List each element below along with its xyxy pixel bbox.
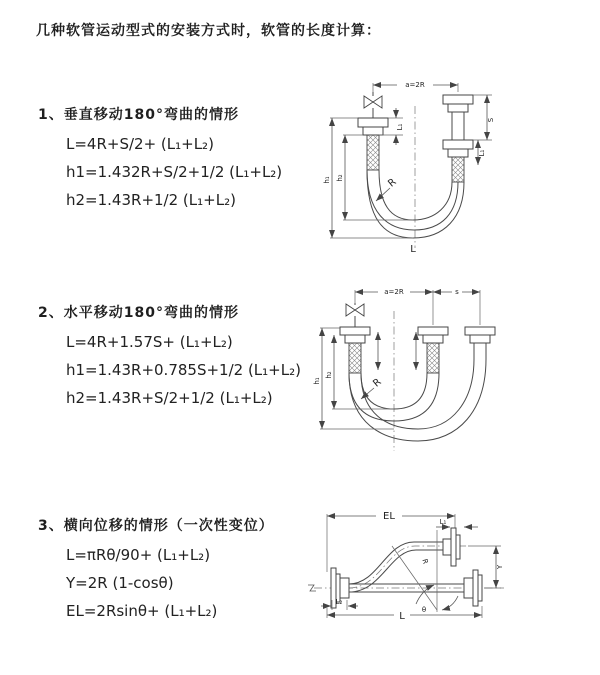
formula-line: L=4R+S/2+ (L₁+L₂) [66,135,214,153]
right-pipe-assembly [465,327,495,359]
dim-fitting-length [478,140,486,165]
formula-line: Y=2R (1-cosθ) [66,574,174,592]
diagram-lateral-displacement [296,500,596,650]
dim-el [327,509,455,572]
formula-line: h2=1.43R+S/2+1/2 (L₁+L₂) [66,389,273,407]
hose-u-bend [367,170,464,238]
valve-icon [364,92,382,118]
formula-line: h2=1.43R+1/2 (L₁+L₂) [66,191,236,209]
dim-span [373,79,458,92]
middle-pipe-assembly [418,327,448,373]
section-vertical-movement [38,104,282,214]
dim-label-fitting-length: L₁ [478,149,486,157]
dim-label-radius: R [371,376,384,390]
section-3-heading: 3、横向位移的情形（一次性变位） [38,518,274,534]
section-horizontal-movement [38,302,301,412]
dim-label-h1: h₁ [323,176,331,184]
dim-length [327,606,482,622]
formula-line: EL=2Rsinθ+ (L₁+L₂) [66,602,218,620]
formula-line: L=πRθ/90+ (L₁+L₂) [66,546,211,564]
dim-label-y: Y [496,564,504,570]
dim-fitting-length-2 [321,598,358,610]
right-flange [464,570,482,606]
dim-label-h2: h₂ [325,371,333,379]
dim-label-span: a=2R [384,288,404,296]
dim-label-length: L [410,244,416,255]
upper-flange [443,528,460,566]
formula-line: h1=1.43R+0.785S+1/2 (L₁+L₂) [66,361,301,379]
diagram-vertical-movement [318,70,548,255]
dim-label-travel-s: S [487,117,495,123]
dim-span [355,286,480,325]
right-pipe-assembly [443,95,473,182]
dim-fitting-length [436,518,478,527]
dim-fitting-marks [378,332,416,370]
valve-icon [346,303,364,327]
dim-label-radius: R [386,176,399,190]
dim-label-fitting-length-2: L₂ [335,598,343,606]
formula-line: L=4R+1.57S+ (L₁+L₂) [66,333,233,351]
dim-label-radius: R [420,558,430,565]
section-2-heading: 2、水平移动180°弯曲的情形 [38,305,239,321]
dim-label-h1: h₁ [313,377,321,385]
dim-travel-s [473,95,495,140]
dim-label-span: a=2R [405,81,425,89]
diagram-horizontal-movement [312,283,567,463]
left-pipe-assembly [358,118,388,170]
radius-leader [361,377,384,399]
section-1-heading: 1、垂直移动180°弯曲的情形 [38,107,239,123]
formula-line: h1=1.432R+S/2+1/2 (L₁+L₂) [66,163,283,181]
page-title: 几种软管运动型式的安装方式时，软管的长度计算： [36,23,381,39]
section-lateral-displacement [38,515,274,625]
dim-label-flange-length: L₁ [396,123,404,131]
dim-label-travel: s [455,288,459,296]
dim-label-h2: h₂ [336,174,344,182]
dim-label-length: L [399,611,405,622]
left-pipe-assembly [340,327,370,373]
dim-label-el: EL [383,511,395,522]
dim-label-fitting-length: L₁ [439,518,447,526]
dim-label-angle: θ [421,606,427,614]
